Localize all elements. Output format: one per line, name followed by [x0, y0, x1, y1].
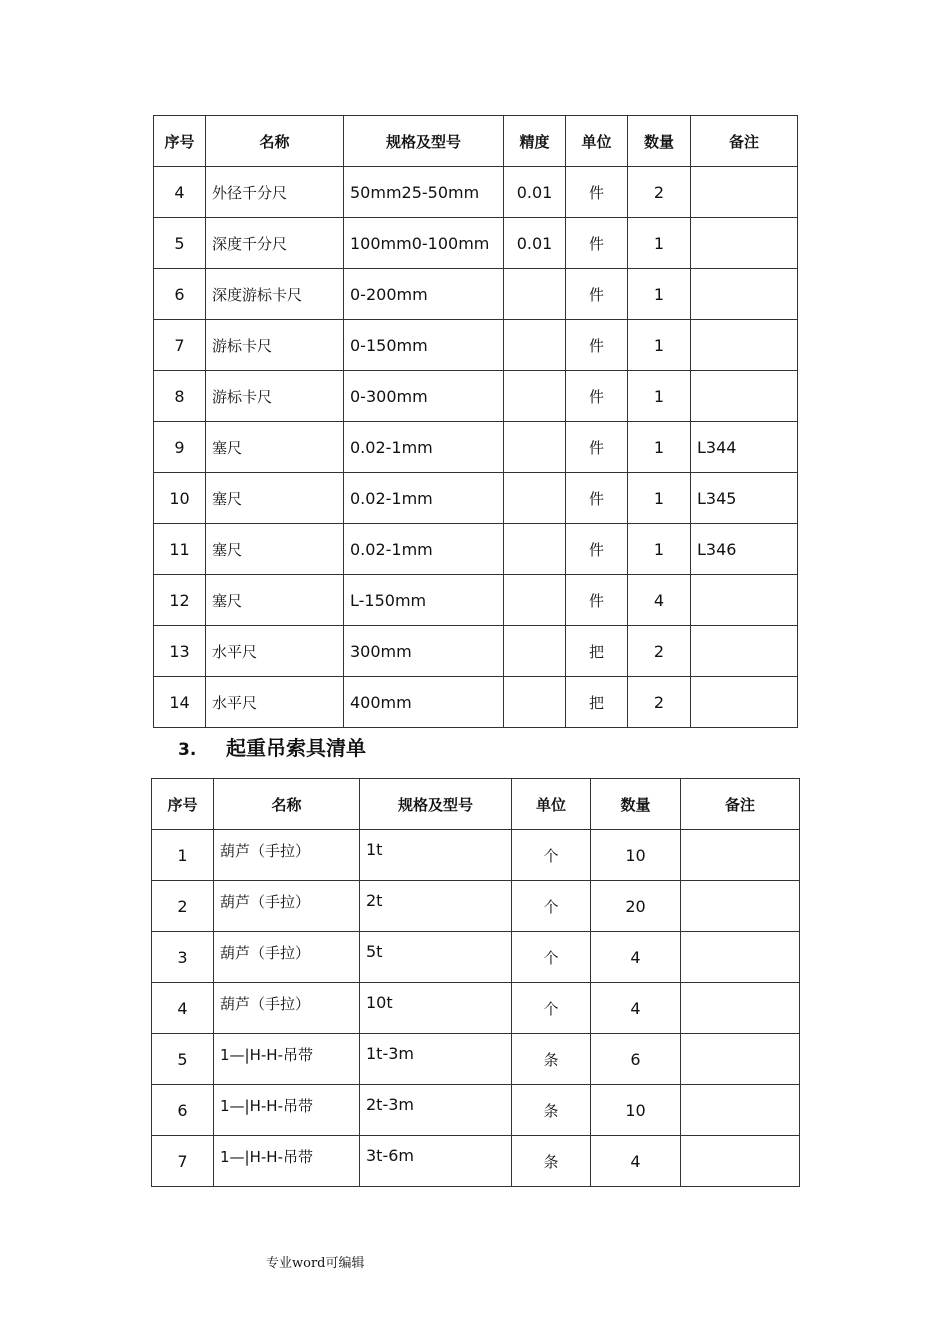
table-cell: 塞尺: [206, 473, 344, 524]
table-cell: 2t: [360, 881, 512, 932]
table-cell: 14: [154, 677, 206, 728]
table-cell: 0-200mm: [344, 269, 504, 320]
table-cell: 0.01: [504, 218, 566, 269]
header-cell: 单位: [512, 779, 591, 830]
table-cell: 件: [566, 371, 628, 422]
table-cell: 2: [628, 626, 691, 677]
table-cell: 葫芦（手拉）: [214, 830, 360, 881]
table-cell: L345: [691, 473, 798, 524]
table-cell: 件: [566, 473, 628, 524]
lifting-rigging-table: [151, 778, 800, 1187]
table-cell: 0.02-1mm: [344, 524, 504, 575]
table-cell: 2: [628, 167, 691, 218]
table-cell: 4: [628, 575, 691, 626]
table-cell: 10t: [360, 983, 512, 1034]
header-cell: 规格及型号: [344, 116, 504, 167]
header-cell: 序号: [154, 116, 206, 167]
table-row: [152, 1034, 800, 1085]
table-cell: 葫芦（手拉）: [214, 881, 360, 932]
table-row: [154, 371, 798, 422]
table-cell: [504, 320, 566, 371]
table-cell: 4: [591, 983, 681, 1034]
table-cell: 400mm: [344, 677, 504, 728]
table-cell: 1: [628, 524, 691, 575]
table-cell: [681, 932, 800, 983]
table-cell: 6: [152, 1085, 214, 1136]
table-row: [152, 932, 800, 983]
table-cell: 外径千分尺: [206, 167, 344, 218]
section-number: 3.: [178, 740, 197, 760]
table-cell: 个: [512, 830, 591, 881]
table-cell: 1—|H-H-吊带: [214, 1085, 360, 1136]
table-cell: 0-300mm: [344, 371, 504, 422]
table-cell: 5: [152, 1034, 214, 1085]
header-cell: 备注: [691, 116, 798, 167]
measuring-tools-table: [153, 115, 798, 728]
table-row: [154, 473, 798, 524]
table-body: [154, 167, 798, 728]
table-cell: 深度游标卡尺: [206, 269, 344, 320]
table-cell: [504, 422, 566, 473]
table-cell: [691, 626, 798, 677]
section-title: 起重吊索具清单: [226, 736, 366, 760]
table-row: [154, 167, 798, 218]
table-cell: 0.01: [504, 167, 566, 218]
table-cell: L346: [691, 524, 798, 575]
table-cell: 个: [512, 983, 591, 1034]
table-cell: 10: [591, 830, 681, 881]
header-cell: 名称: [214, 779, 360, 830]
table-cell: [691, 269, 798, 320]
header-cell: 精度: [504, 116, 566, 167]
table-header-row: [154, 116, 798, 167]
table-cell: 2: [628, 677, 691, 728]
table-cell: 塞尺: [206, 524, 344, 575]
table-cell: 塞尺: [206, 575, 344, 626]
table-cell: [681, 983, 800, 1034]
table-cell: 1—|H-H-吊带: [214, 1034, 360, 1085]
footer-note: 专业word可编辑: [266, 1256, 365, 1271]
header-cell: 单位: [566, 116, 628, 167]
table-cell: [681, 1085, 800, 1136]
table-cell: 1: [628, 320, 691, 371]
table-cell: [504, 524, 566, 575]
table-cell: 0.02-1mm: [344, 473, 504, 524]
table-cell: [504, 677, 566, 728]
table-cell: 13: [154, 626, 206, 677]
table-cell: 1t: [360, 830, 512, 881]
table-cell: 6: [154, 269, 206, 320]
table-cell: 2: [152, 881, 214, 932]
table-cell: 个: [512, 932, 591, 983]
table-cell: [504, 626, 566, 677]
table-cell: 件: [566, 524, 628, 575]
table-row: [154, 524, 798, 575]
table-cell: 300mm: [344, 626, 504, 677]
table-cell: 7: [152, 1136, 214, 1187]
table-cell: 条: [512, 1136, 591, 1187]
table-cell: 游标卡尺: [206, 371, 344, 422]
header-cell: 数量: [591, 779, 681, 830]
table-cell: 把: [566, 677, 628, 728]
table-cell: 1: [628, 218, 691, 269]
table-cell: 件: [566, 269, 628, 320]
table-cell: 0.02-1mm: [344, 422, 504, 473]
table-cell: 1—|H-H-吊带: [214, 1136, 360, 1187]
table-cell: L-150mm: [344, 575, 504, 626]
table-cell: 1: [628, 473, 691, 524]
table-cell: 1: [628, 422, 691, 473]
table-cell: 4: [591, 1136, 681, 1187]
table-cell: [681, 1136, 800, 1187]
table-row: [154, 575, 798, 626]
table-cell: 10: [154, 473, 206, 524]
table-cell: [681, 830, 800, 881]
table-cell: 50mm25-50mm: [344, 167, 504, 218]
table-cell: 条: [512, 1085, 591, 1136]
table-cell: [691, 218, 798, 269]
table-cell: 水平尺: [206, 677, 344, 728]
table-cell: 水平尺: [206, 626, 344, 677]
table-cell: 件: [566, 218, 628, 269]
table-cell: [504, 371, 566, 422]
table-cell: 100mm0-100mm: [344, 218, 504, 269]
table-row: [154, 218, 798, 269]
table-cell: [504, 575, 566, 626]
table-cell: 葫芦（手拉）: [214, 932, 360, 983]
table-cell: 1: [152, 830, 214, 881]
table-cell: [691, 320, 798, 371]
header-cell: 备注: [681, 779, 800, 830]
table-cell: 5t: [360, 932, 512, 983]
table-cell: 1: [628, 269, 691, 320]
table-cell: [681, 881, 800, 932]
header-cell: 序号: [152, 779, 214, 830]
table-row: [154, 269, 798, 320]
table-cell: 3t-6m: [360, 1136, 512, 1187]
table-cell: 葫芦（手拉）: [214, 983, 360, 1034]
table-cell: 5: [154, 218, 206, 269]
table-cell: 10: [591, 1085, 681, 1136]
table-cell: 20: [591, 881, 681, 932]
table-header-row: [152, 779, 800, 830]
header-cell: 名称: [206, 116, 344, 167]
table-cell: 塞尺: [206, 422, 344, 473]
table-row: [152, 881, 800, 932]
table-cell: 游标卡尺: [206, 320, 344, 371]
table-cell: L344: [691, 422, 798, 473]
table-cell: [504, 269, 566, 320]
table-cell: 件: [566, 320, 628, 371]
table-cell: 3: [152, 932, 214, 983]
table-body: [152, 830, 800, 1187]
table-row: [154, 626, 798, 677]
table-cell: 8: [154, 371, 206, 422]
table-cell: 0-150mm: [344, 320, 504, 371]
table-cell: [691, 677, 798, 728]
header-cell: 规格及型号: [360, 779, 512, 830]
table-cell: 1t-3m: [360, 1034, 512, 1085]
table-cell: [691, 575, 798, 626]
table-cell: 件: [566, 422, 628, 473]
table-row: [152, 830, 800, 881]
table-row: [152, 983, 800, 1034]
table-cell: 2t-3m: [360, 1085, 512, 1136]
table-cell: 4: [154, 167, 206, 218]
section-heading: [178, 733, 366, 765]
table-row: [152, 1085, 800, 1136]
table-cell: 件: [566, 167, 628, 218]
table-cell: 个: [512, 881, 591, 932]
table-cell: 6: [591, 1034, 681, 1085]
table-row: [154, 677, 798, 728]
table-cell: 4: [152, 983, 214, 1034]
table-cell: [681, 1034, 800, 1085]
table-row: [152, 1136, 800, 1187]
table-row: [154, 320, 798, 371]
table-cell: 条: [512, 1034, 591, 1085]
table-cell: 1: [628, 371, 691, 422]
table-cell: 4: [591, 932, 681, 983]
table-row: [154, 422, 798, 473]
table-cell: 11: [154, 524, 206, 575]
table-cell: 7: [154, 320, 206, 371]
table-cell: [504, 473, 566, 524]
table-cell: 9: [154, 422, 206, 473]
table-cell: 12: [154, 575, 206, 626]
table-cell: [691, 167, 798, 218]
header-cell: 数量: [628, 116, 691, 167]
table-cell: [691, 371, 798, 422]
table-cell: 深度千分尺: [206, 218, 344, 269]
table-cell: 件: [566, 575, 628, 626]
table-cell: 把: [566, 626, 628, 677]
